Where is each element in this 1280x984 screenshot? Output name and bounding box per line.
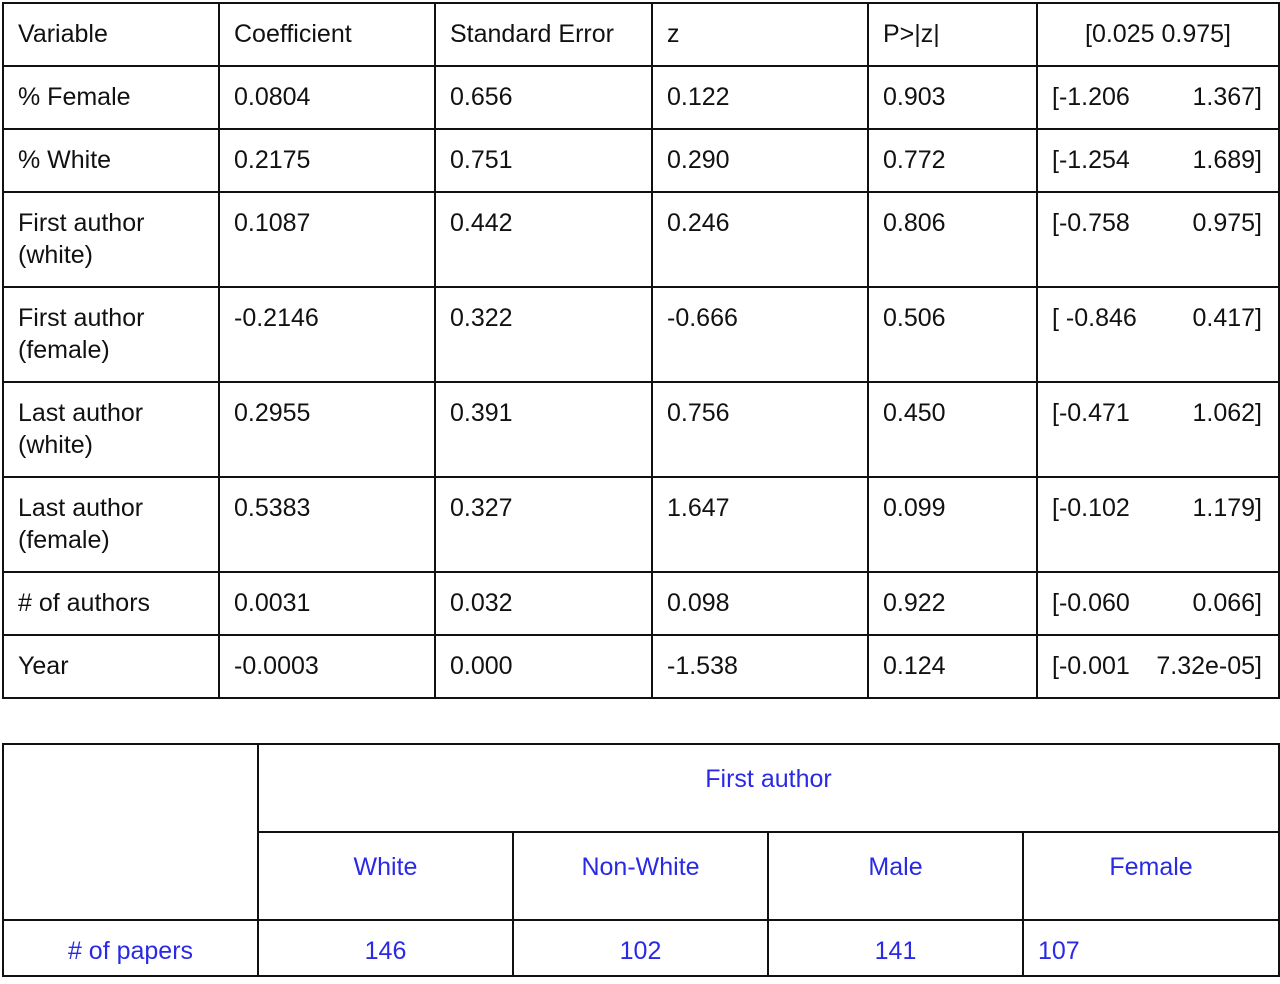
- ci-lower-bound: [-1.206: [1052, 83, 1130, 111]
- z-score-cell: 0.122: [652, 66, 868, 129]
- confidence-interval-values: [1052, 397, 1262, 429]
- coefficient-cell: 0.1087: [219, 192, 435, 287]
- coefficient-cell: 0.2955: [219, 382, 435, 477]
- ci-lower-bound: [-0.102: [1052, 494, 1130, 522]
- confidence-interval-cell: [1037, 129, 1279, 192]
- z-score-cell: -1.538: [652, 635, 868, 698]
- header-z: z: [652, 3, 868, 66]
- table-row: [3, 572, 1279, 635]
- confidence-interval-cell: [1037, 192, 1279, 287]
- p-value-cell: 0.806: [868, 192, 1037, 287]
- table-row: [3, 287, 1279, 382]
- ci-lower-bound: [-1.254: [1052, 146, 1130, 174]
- p-value-cell: 0.922: [868, 572, 1037, 635]
- standard-error-cell: 0.327: [435, 477, 652, 572]
- ci-upper-bound: 0.417]: [1192, 304, 1262, 332]
- standard-error-cell: 0.000: [435, 635, 652, 698]
- ci-upper-bound: 1.367]: [1192, 83, 1262, 111]
- ci-upper-bound: 1.689]: [1192, 146, 1262, 174]
- confidence-interval-cell: [1037, 572, 1279, 635]
- confidence-interval-values: [1052, 492, 1262, 524]
- standard-error-cell: 0.322: [435, 287, 652, 382]
- z-score-cell: -0.666: [652, 287, 868, 382]
- column-header-white: White: [258, 832, 513, 920]
- coefficient-cell: 0.5383: [219, 477, 435, 572]
- p-value-cell: 0.124: [868, 635, 1037, 698]
- z-score-cell: 0.756: [652, 382, 868, 477]
- table-row: [3, 477, 1279, 572]
- ci-lower-bound: [-0.471: [1052, 399, 1130, 427]
- coefficient-cell: -0.0003: [219, 635, 435, 698]
- count-white: 146: [258, 920, 513, 976]
- coefficient-cell: 0.0031: [219, 572, 435, 635]
- variable-cell: % Female: [3, 66, 219, 129]
- table-row: [3, 382, 1279, 477]
- variable-cell: # of authors: [3, 572, 219, 635]
- ci-lower-bound: [ -0.846: [1052, 304, 1137, 332]
- header-coefficient: Coefficient: [219, 3, 435, 66]
- first-author-group-header: First author: [258, 744, 1279, 832]
- variable-cell: % White: [3, 129, 219, 192]
- header-variable: Variable: [3, 3, 219, 66]
- p-value-cell: 0.903: [868, 66, 1037, 129]
- table-row: [3, 192, 1279, 287]
- regression-header-row: [3, 3, 1279, 66]
- variable-cell: Last author (white): [3, 382, 219, 477]
- p-value-cell: 0.772: [868, 129, 1037, 192]
- confidence-interval-values: [1052, 650, 1262, 682]
- ci-lower-bound: [-0.001: [1052, 652, 1130, 680]
- standard-error-cell: 0.656: [435, 66, 652, 129]
- papers-count-row: [3, 920, 1279, 976]
- column-header-female: Female: [1023, 832, 1279, 920]
- confidence-interval-cell: [1037, 635, 1279, 698]
- count-male: 141: [768, 920, 1023, 976]
- z-score-cell: 0.246: [652, 192, 868, 287]
- variable-cell: Year: [3, 635, 219, 698]
- count-non-white: 102: [513, 920, 768, 976]
- confidence-interval-cell: [1037, 287, 1279, 382]
- header-p-value: P>|z|: [868, 3, 1037, 66]
- z-score-cell: 0.098: [652, 572, 868, 635]
- confidence-interval-values: [1052, 144, 1262, 176]
- count-female: 107: [1023, 920, 1279, 976]
- table-row: [3, 129, 1279, 192]
- variable-cell: Last author (female): [3, 477, 219, 572]
- ci-lower-bound: [-0.060: [1052, 589, 1130, 617]
- confidence-interval-values: [1052, 302, 1262, 334]
- ci-upper-bound: 0.066]: [1192, 589, 1262, 617]
- standard-error-cell: 0.751: [435, 129, 652, 192]
- header-standard-error: Standard Error: [435, 3, 652, 66]
- group-header-row: [3, 744, 1279, 832]
- header-confidence-interval: [0.025 0.975]: [1037, 3, 1279, 66]
- coefficient-cell: 0.2175: [219, 129, 435, 192]
- table-row: [3, 635, 1279, 698]
- column-header-male: Male: [768, 832, 1023, 920]
- ci-upper-bound: 7.32e-05]: [1156, 652, 1262, 680]
- column-header-non-white: Non-White: [513, 832, 768, 920]
- standard-error-cell: 0.032: [435, 572, 652, 635]
- confidence-interval-cell: [1037, 477, 1279, 572]
- confidence-interval-values: [1052, 207, 1262, 239]
- ci-upper-bound: 1.179]: [1192, 494, 1262, 522]
- row-label-papers: # of papers: [3, 920, 258, 976]
- empty-corner-cell: [3, 744, 258, 920]
- p-value-cell: 0.099: [868, 477, 1037, 572]
- variable-cell: First author (female): [3, 287, 219, 382]
- standard-error-cell: 0.442: [435, 192, 652, 287]
- confidence-interval-cell: [1037, 382, 1279, 477]
- confidence-interval-values: [1052, 587, 1262, 619]
- ci-upper-bound: 1.062]: [1192, 399, 1262, 427]
- ci-lower-bound: [-0.758: [1052, 209, 1130, 237]
- coefficient-cell: 0.0804: [219, 66, 435, 129]
- p-value-cell: 0.506: [868, 287, 1037, 382]
- paper-counts-table: [2, 743, 1280, 977]
- z-score-cell: 0.290: [652, 129, 868, 192]
- p-value-cell: 0.450: [868, 382, 1037, 477]
- confidence-interval-values: [1052, 81, 1262, 113]
- standard-error-cell: 0.391: [435, 382, 652, 477]
- table-row: [3, 66, 1279, 129]
- confidence-interval-cell: [1037, 66, 1279, 129]
- regression-table-body: [3, 3, 1279, 698]
- regression-results-table: [2, 2, 1280, 699]
- z-score-cell: 1.647: [652, 477, 868, 572]
- variable-cell: First author (white): [3, 192, 219, 287]
- coefficient-cell: -0.2146: [219, 287, 435, 382]
- ci-upper-bound: 0.975]: [1192, 209, 1262, 237]
